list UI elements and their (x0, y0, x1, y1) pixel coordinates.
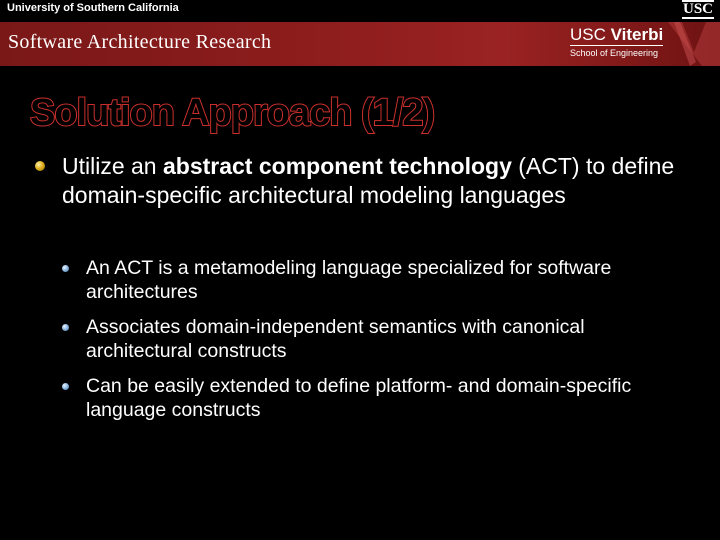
bullet-blue-icon (62, 383, 69, 390)
viterbi-name-text: Viterbi (610, 25, 664, 44)
viterbi-school-text: School of Engineering (570, 45, 663, 59)
main-bullet-bold: abstract component technology (162, 153, 512, 179)
slide-title: Solution Approach (1/2) (30, 92, 435, 134)
usc-logo: USC (682, 1, 713, 17)
viterbi-usc-text: USC (570, 25, 606, 44)
sub-bullet-2: Associates domain-independent semantics with canonical architectural constructs (86, 316, 585, 362)
main-bullet-text (62, 152, 682, 210)
sub-bullet-1: An ACT is a metamodeling language specialized for software architectures (86, 257, 612, 303)
bullet-blue-icon (62, 265, 69, 272)
banner-title: Software Architecture Research (8, 31, 272, 53)
bullet-blue-icon (62, 324, 69, 331)
viterbi-v-mark-icon (660, 22, 720, 66)
sub-bullet-3: Can be easily extended to define platform- and domain-specific language constructs (86, 375, 632, 421)
university-name: University of Southern California (7, 2, 179, 14)
main-bullet-pre: Utilize an (62, 153, 163, 179)
header-banner (0, 22, 720, 66)
main-bullet-post: (ACT) to define domain-specific architectural modeling languages (62, 153, 675, 208)
viterbi-logo (570, 25, 663, 59)
bullet-gold-icon (35, 161, 45, 171)
top-bar (0, 0, 720, 22)
